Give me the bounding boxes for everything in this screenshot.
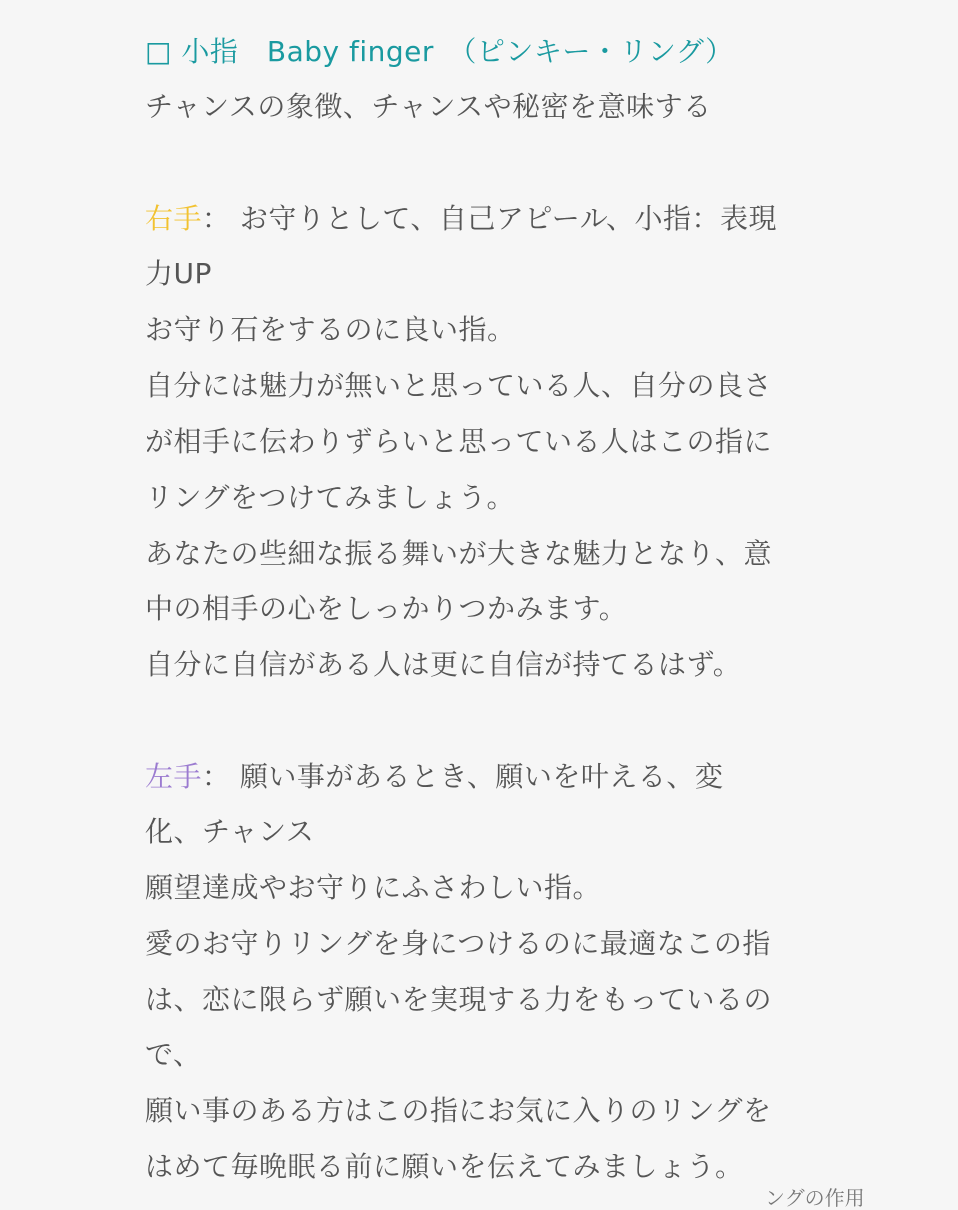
- right-hand-line: お守り石をするのに良い指。: [145, 313, 516, 346]
- right-hand-line: あなたの些細な振る舞いが大きな魅力となり、意: [145, 537, 773, 570]
- right-hand-first-line: [145, 202, 777, 236]
- left-hand-label: 左手: [145, 760, 203, 793]
- cutoff-text: ングの作用: [765, 1186, 865, 1210]
- intro-line: チャンスの象徴、チャンスや秘密を意味する: [145, 90, 712, 123]
- left-hand-line: 化、チャンス: [145, 815, 315, 848]
- right-hand-first-text: お守りとして、自己アピール、小指：表現: [230, 202, 777, 235]
- right-hand-line: 力UP: [145, 257, 212, 290]
- right-hand-line: リングをつけてみましょう。: [145, 481, 515, 514]
- left-hand-first-text: 願い事があるとき、願いを叶える、変: [230, 760, 724, 793]
- checkbox-icon: □: [145, 35, 172, 68]
- section-heading: [145, 35, 734, 69]
- right-hand-line: 自分には魅力が無いと思っている人、自分の良さ: [145, 369, 773, 402]
- left-hand-line: 願望達成やお守りにふさわしい指。: [145, 871, 602, 904]
- right-hand-colon: ：: [202, 202, 231, 235]
- right-hand-line: が相手に伝わりずらいと思っている人はこの指に: [145, 425, 773, 458]
- right-hand-line: 中の相手の心をしっかりつかみます。: [145, 592, 628, 625]
- left-hand-line: はめて毎晩眠る前に願いを伝えてみましょう。: [145, 1150, 744, 1183]
- left-hand-line: は、恋に限らず願いを実現する力をもっているの: [145, 983, 773, 1016]
- right-hand-line: 自分に自信がある人は更に自信が持てるはず。: [145, 648, 742, 681]
- left-hand-line: 願い事のある方はこの指にお気に入りのリングを: [145, 1094, 772, 1127]
- heading-title: 小指 Baby finger （ピンキー・リング）: [181, 35, 734, 68]
- left-hand-line: で、: [145, 1038, 202, 1071]
- left-hand-line: 愛のお守りリングを身につけるのに最適なこの指: [145, 927, 771, 960]
- right-hand-label: 右手: [145, 202, 203, 235]
- left-hand-colon: ：: [202, 760, 231, 793]
- left-hand-first-line: [145, 760, 723, 794]
